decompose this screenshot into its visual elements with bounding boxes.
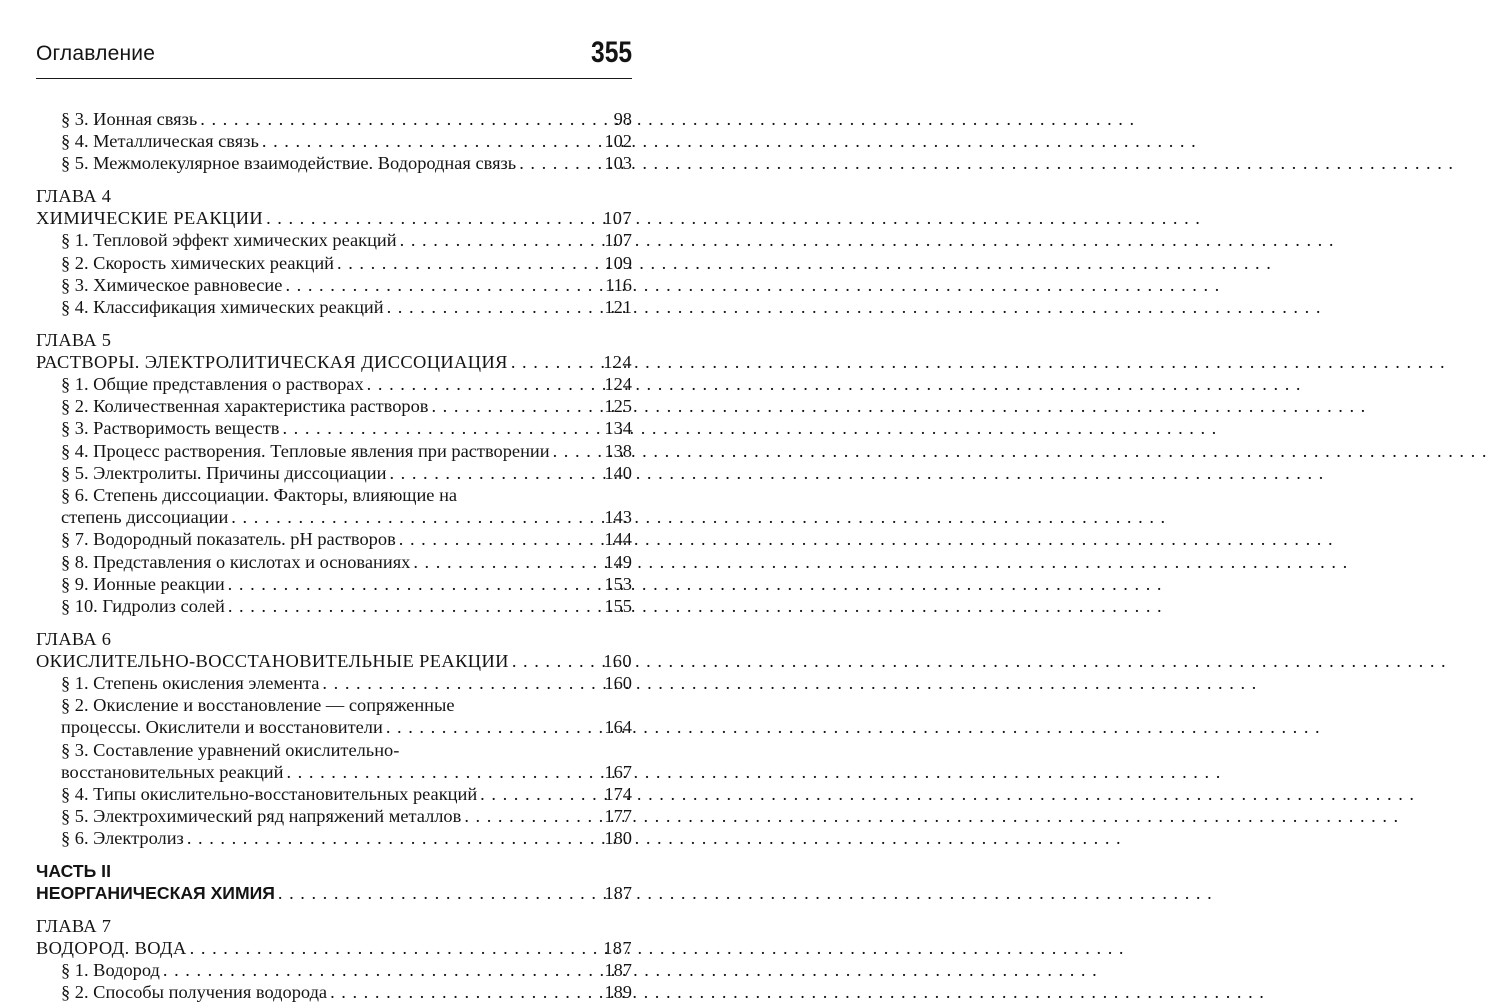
toc-entry[interactable]: § 7. Водородный показатель. pH растворов . . . 144: [36, 528, 632, 550]
toc-entry[interactable]: § 5. Электролиты. Причины диссоциации . . . 140: [36, 462, 632, 484]
toc-entry[interactable]: § 2. Скорость химических реакций . . . 109: [36, 252, 632, 274]
toc-entry[interactable]: § 2. Количественная характеристика растворов . . . 125: [36, 395, 632, 417]
toc-entry[interactable]: § 3. Растворимость веществ . . . 134: [36, 417, 632, 439]
running-header: [36, 38, 632, 79]
toc-entry[interactable]: § 9. Ионные реакции . . . 153: [36, 573, 632, 595]
toc-entry[interactable]: § 5. Межмолекулярное взаимодействие. Водородная связь . . . 103: [36, 152, 632, 174]
toc-entry-line1[interactable]: § 6. Степень диссоциации. Факторы, влияющие на: [61, 485, 458, 505]
toc-entry[interactable]: § 1. Степень окисления элемента . . . 160: [36, 672, 632, 694]
header-title: Оглавление: [36, 42, 156, 65]
toc-entry[interactable]: § 4. Классификация химических реакций . . . 121: [36, 296, 632, 318]
chapter-label: ГЛАВА 5: [36, 329, 112, 350]
toc-entry[interactable]: § 2. Способы получения водорода . . . 189: [36, 981, 632, 1003]
page-number: 355: [590, 36, 632, 69]
table-of-contents: [36, 108, 632, 1004]
toc-entry[interactable]: восстановительных реакций . . . 167: [36, 761, 632, 783]
toc-entry[interactable]: § 1. Общие представления о растворах . . . 124: [36, 373, 632, 395]
toc-entry[interactable]: § 5. Электрохимический ряд напряжений металлов . . . 177: [36, 805, 632, 827]
toc-entry[interactable]: § 3. Ионная связь . . . 98: [36, 108, 632, 130]
toc-entry[interactable]: § 3. Химическое равновесие . . . 116: [36, 274, 632, 296]
toc-entry-line1[interactable]: § 3. Составление уравнений окислительно-: [61, 739, 400, 760]
chapter-label: ГЛАВА 6: [36, 628, 112, 649]
chapter-title-entry[interactable]: ОКИСЛИТЕЛЬНО-ВОССТАНОВИТЕЛЬНЫЕ РЕАКЦИИ . . . 160: [36, 650, 632, 672]
toc-entry[interactable]: § 6. Электролиз . . . 180: [36, 827, 632, 849]
chapter-title-entry[interactable]: ВОДОРОД. ВОДА . . . 187: [36, 937, 632, 959]
toc-entry[interactable]: степень диссоциации . . . 143: [36, 506, 632, 528]
toc-entry-line1[interactable]: § 2. Окисление и восстановление — сопряженные: [61, 695, 455, 716]
toc-entry[interactable]: § 4. Металлическая связь . . . 102: [36, 130, 632, 152]
part-label: ЧАСТЬ II: [36, 861, 111, 881]
chapter-label: ГЛАВА 7: [36, 915, 112, 936]
toc-entry[interactable]: § 8. Представления о кислотах и основаниях . . . 149: [36, 551, 632, 573]
book-page: [0, 0, 672, 1003]
toc-entry[interactable]: § 10. Гидролиз солей . . . 155: [36, 595, 632, 617]
toc-entry[interactable]: § 1. Тепловой эффект химических реакций . . . 107: [36, 229, 632, 251]
part-title-entry[interactable]: НЕОРГАНИЧЕСКАЯ ХИМИЯ . . . 187: [36, 882, 632, 904]
toc-entry[interactable]: § 4. Типы окислительно-восстановительных реакций . . . 174: [36, 783, 632, 805]
chapter-title-entry[interactable]: ХИМИЧЕСКИЕ РЕАКЦИИ . . . 107: [36, 207, 632, 229]
toc-entry[interactable]: § 1. Водород . . . 187: [36, 959, 632, 981]
chapter-title-entry[interactable]: РАСТВОРЫ. ЭЛЕКТРОЛИТИЧЕСКАЯ ДИССОЦИАЦИЯ . . . 124: [36, 351, 632, 373]
toc-entry[interactable]: § 4. Процесс растворения. Тепловые явления при растворении . . . 138: [36, 440, 632, 462]
chapter-label: ГЛАВА 4: [36, 186, 112, 207]
toc-entry[interactable]: процессы. Окислители и восстановители . . . 164: [36, 716, 632, 738]
